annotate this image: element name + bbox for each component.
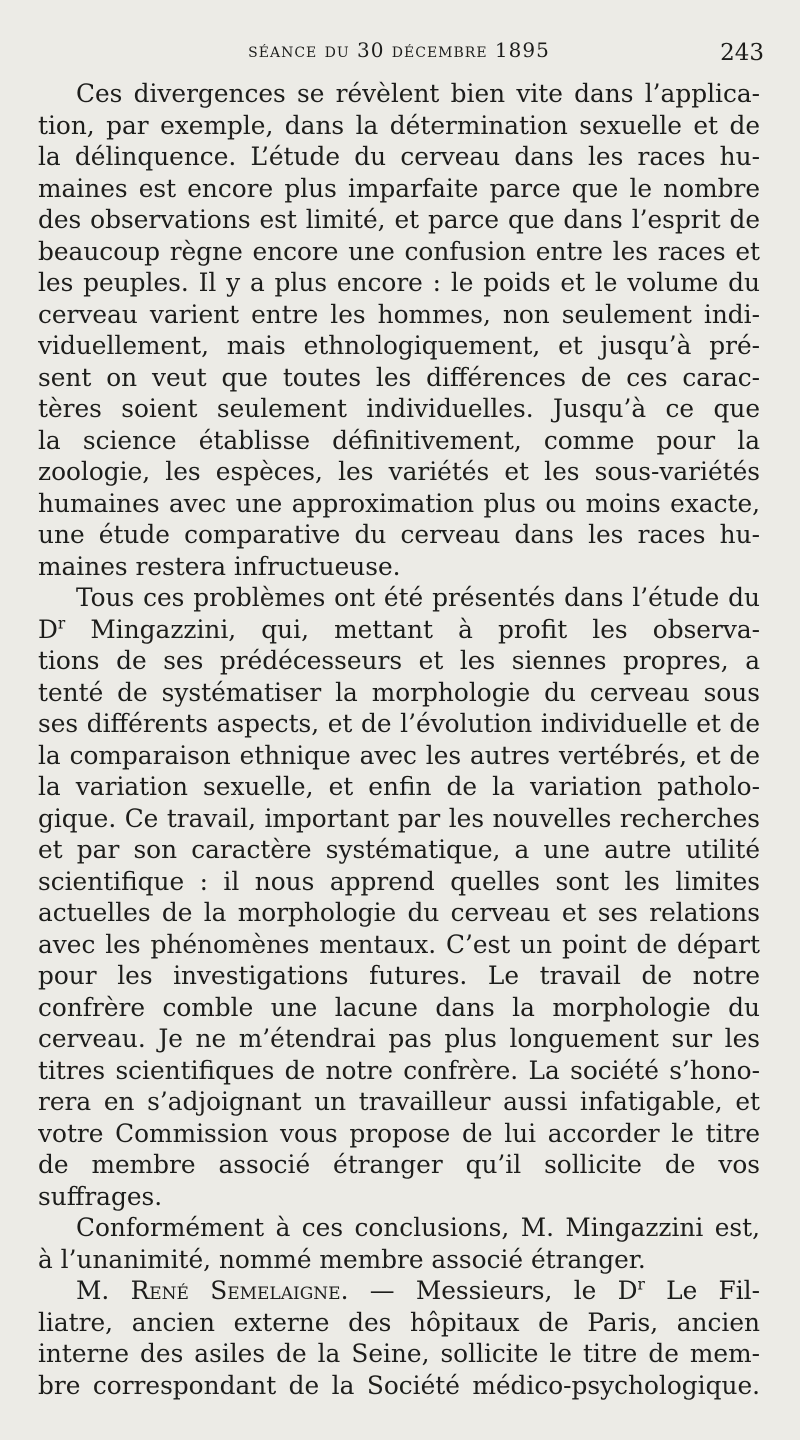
- text-line: ses différents aspects, et de l’évolution individuelle et de: [38, 709, 760, 738]
- line-rest: Mingazzini, qui, mettant à profit les observa-: [65, 614, 760, 644]
- text-line-mingazzini: [38, 614, 760, 646]
- text-line: viduellement, mais ethnologiquement, et jusqu’à pré-: [38, 331, 760, 360]
- text-line: cerveau varient entre les hommes, non seulement indi-: [38, 299, 760, 329]
- text-line: tenté de systématiser la morphologie du cerveau sous: [38, 677, 760, 707]
- text-line: tions de ses prédécesseurs et les siennes propres, a: [38, 646, 760, 675]
- text-line: rera en s’adjoignant un travailleur aussi infatigable, et: [38, 1087, 760, 1116]
- text-line: à l’unanimité, nommé membre associé étranger.: [38, 1244, 646, 1274]
- text-line: confrère comble une lacune dans la morphologie du: [38, 992, 760, 1022]
- text-line: suffrages.: [38, 1181, 163, 1211]
- text-line: les peuples. Il y a plus encore : le poids et le volume du: [38, 268, 760, 297]
- body-text: [38, 78, 760, 1401]
- text-line-semelaigne: [38, 1275, 760, 1307]
- text-line: la délinquence. L’étude du cerveau dans les races hu-: [38, 142, 760, 171]
- text-line: interne des asiles de la Seine, sollicite le titre de mem-: [38, 1339, 760, 1368]
- text-line: gique. Ce travail, important par les nouvelles recherches: [38, 803, 760, 833]
- doctor-abbrev: D: [38, 614, 58, 644]
- speaker-name: M. René Semelaigne.: [76, 1276, 349, 1305]
- text-line: avec les phénomènes mentaux. C’est un point de départ: [38, 929, 760, 959]
- text-line: Tous ces problèmes ont été présentés dans l’étude du: [76, 583, 760, 612]
- text-line: zoologie, les espèces, les variétés et les sous-variétés: [38, 457, 760, 486]
- text-line: Conformément à ces conclusions, M. Mingazzini est,: [76, 1213, 760, 1242]
- text-line: et par son caractère systématique, a une autre utilité: [38, 835, 760, 864]
- text-line: la comparaison ethnique avec les autres vertébrés, et de: [38, 740, 760, 770]
- text-line: Ces divergences se révèlent bien vite dans l’applica-: [76, 79, 760, 108]
- text-line: cerveau. Je ne m’étendrai pas plus longuement sur les: [38, 1024, 760, 1053]
- text-line: la variation sexuelle, et enfin de la variation patholo-: [38, 772, 760, 801]
- running-title: séance du 30 décembre 1895: [248, 38, 550, 62]
- text-line: tion, par exemple, dans la détermination sexuelle et de: [38, 110, 760, 140]
- text-line: tères soient seulement individuelles. Jusqu’à ce que: [38, 394, 760, 423]
- text-line: maines restera infructueuse.: [38, 551, 401, 581]
- text-line: actuelles de la morphologie du cerveau et ses relations: [38, 898, 760, 927]
- text-line: maines est encore plus imparfaite parce que le nombre: [38, 173, 760, 203]
- doctor-abbrev-sup: r: [637, 1275, 645, 1294]
- text-line: la science établisse définitivement, comme pour la: [38, 425, 760, 455]
- doctor-abbrev-sup: r: [57, 614, 66, 633]
- text-line: une étude comparative du cerveau dans les races hu-: [38, 520, 760, 549]
- text-line: bre correspondant de la Société médico-psychologique.: [38, 1370, 760, 1400]
- text-line: votre Commission vous propose de lui accorder le titre: [38, 1118, 760, 1148]
- page-number: 243: [720, 40, 764, 66]
- text-line: pour les investigations futures. Le travail de notre: [38, 961, 760, 990]
- running-head: [38, 38, 764, 78]
- text-line: titres scientifiques de notre confrère. La société s’hono-: [38, 1055, 760, 1085]
- text-line: beaucoup règne encore une confusion entre les races et: [38, 236, 760, 266]
- text-line: sent on veut que toutes les différences de ces carac-: [38, 362, 760, 392]
- line-middle: — Messieurs, le D: [348, 1276, 638, 1305]
- text-line: scientifique : il nous apprend quelles sont les limites: [38, 866, 760, 896]
- text-line: liatre, ancien externe des hôpitaux de Paris, ancien: [38, 1307, 760, 1337]
- text-line: de membre associé étranger qu’il sollicite de vos: [38, 1150, 760, 1179]
- line-rest: Le Fil-: [644, 1276, 760, 1305]
- text-line: des observations est limité, et parce que dans l’esprit de: [38, 205, 760, 234]
- text-line: humaines avec une approximation plus ou moins exacte,: [38, 488, 760, 518]
